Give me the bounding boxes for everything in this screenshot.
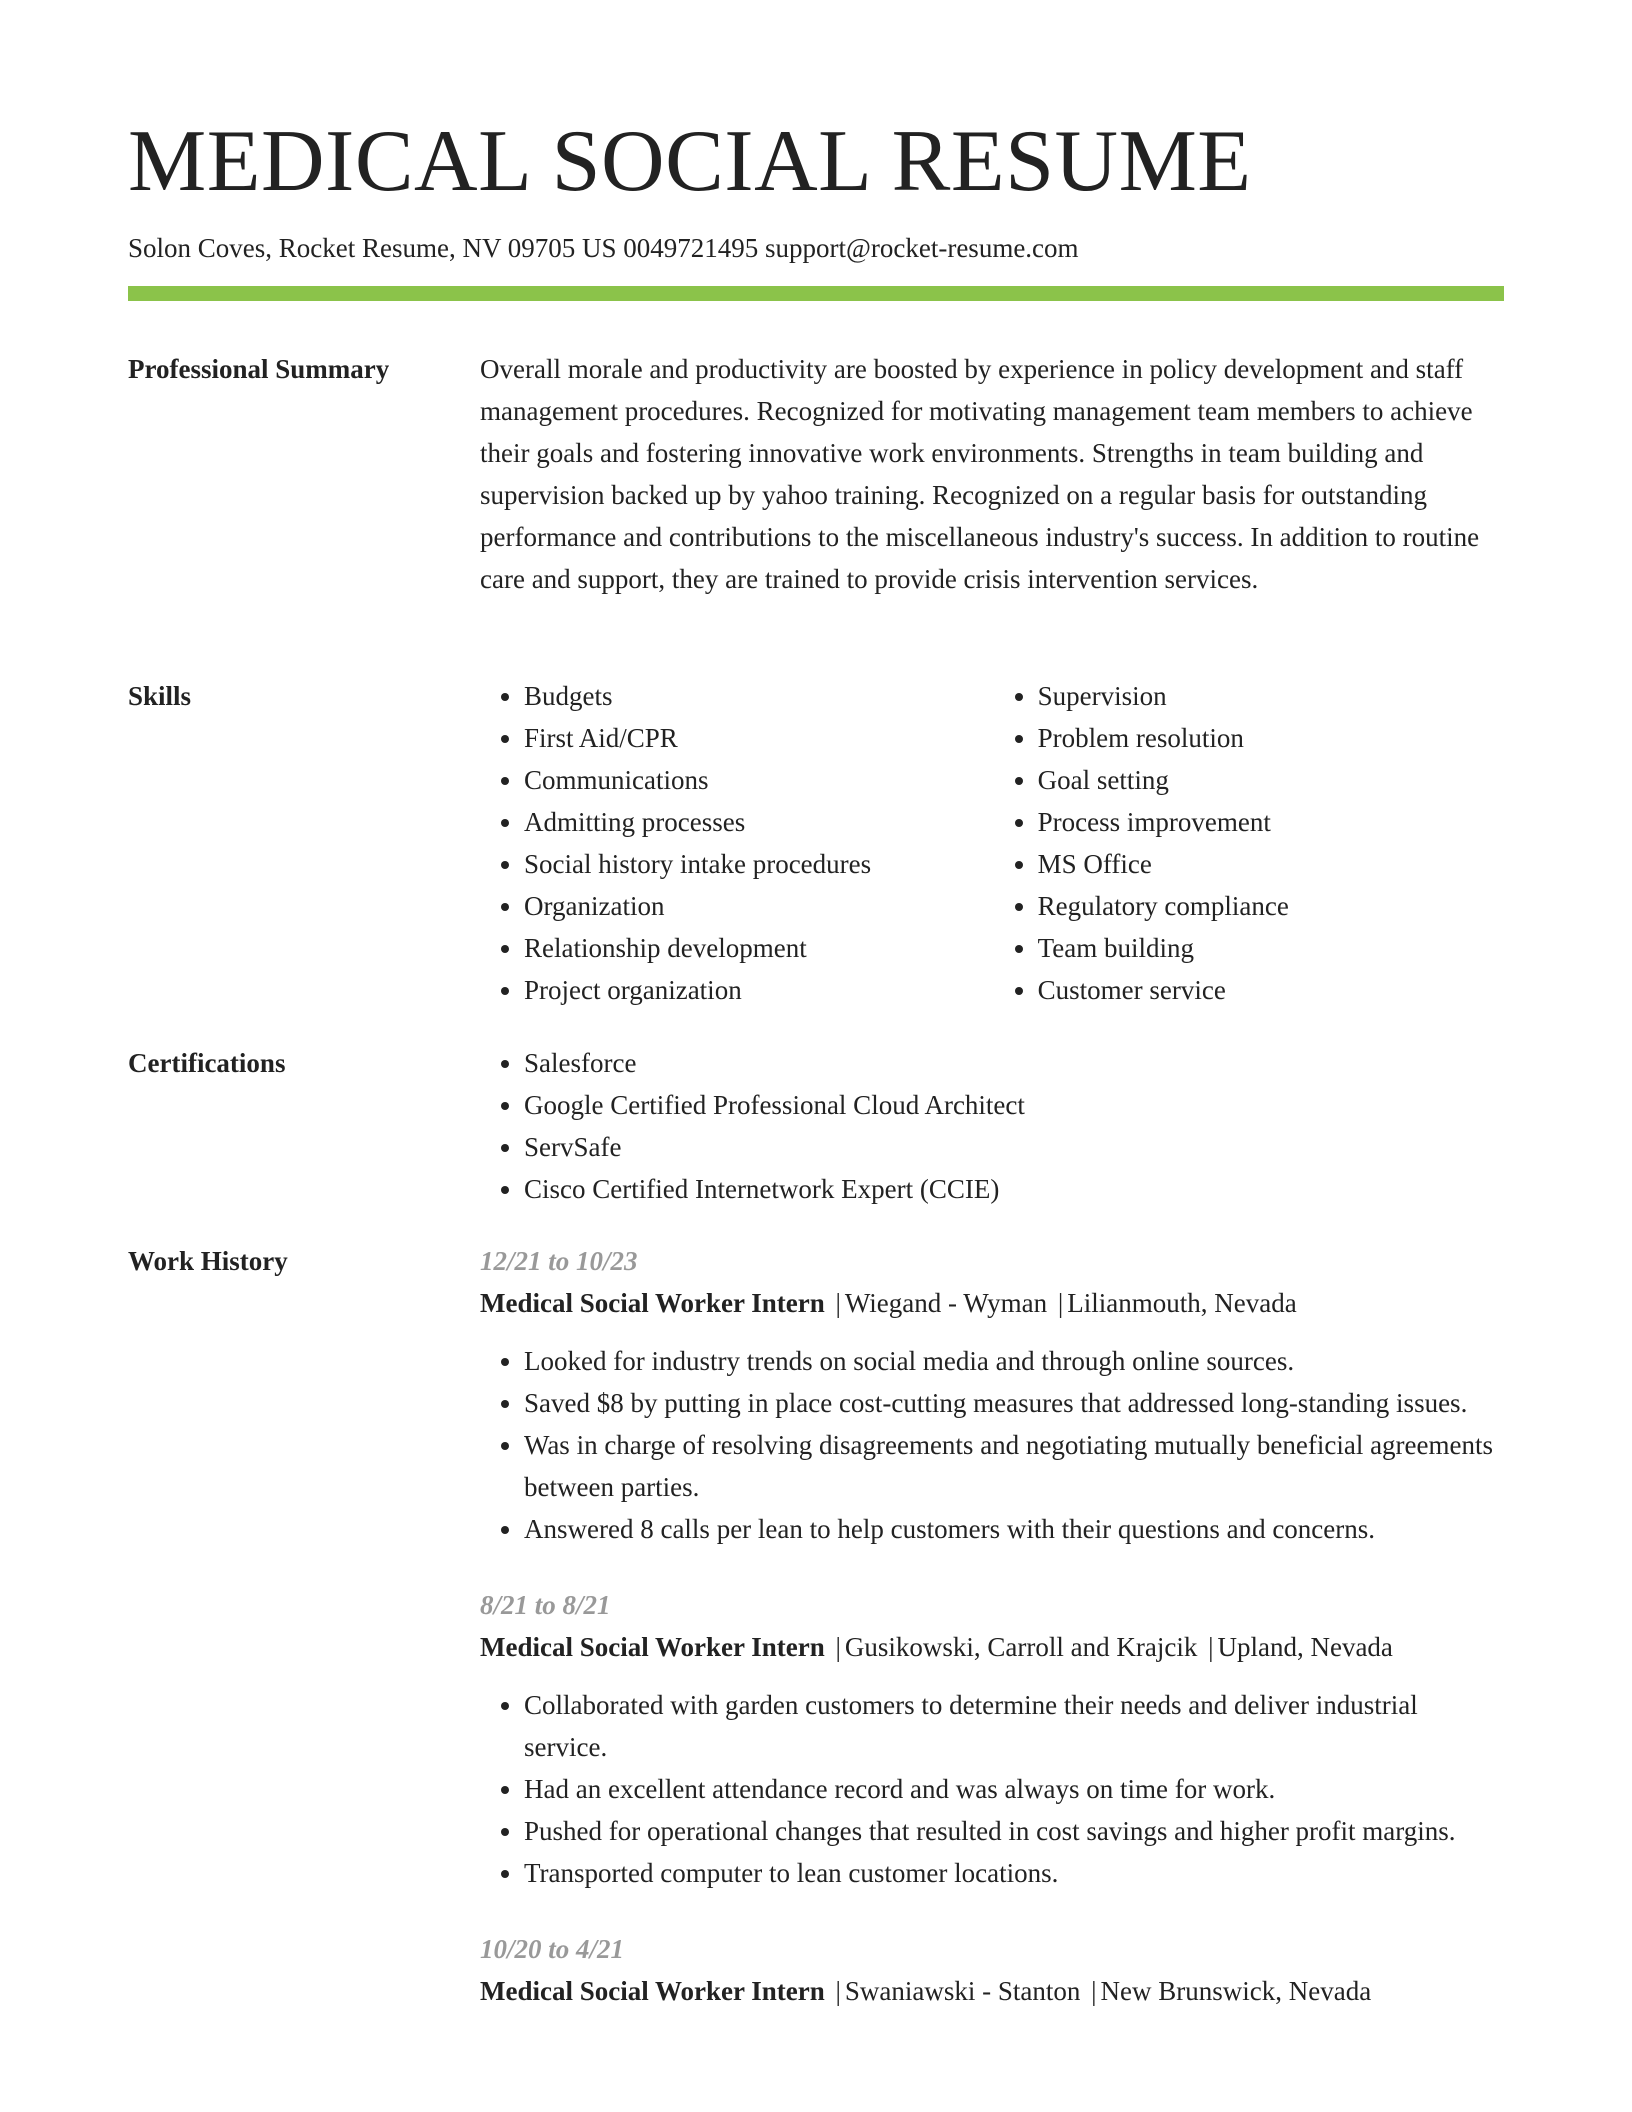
skills-body [480,675,1504,1011]
contact-address: Solon Coves, Rocket Resume, NV 09705 US [128,233,617,263]
skill-item: • Social history intake procedures [524,843,950,885]
job-title-line [480,1626,1504,1668]
header-divider [128,286,1504,301]
job-title-line [480,1282,1504,1324]
skill-item: • Customer service [1038,969,1504,1011]
summary-text: Overall morale and productivity are boosted by experience in policy development and staff management procedures. Recognized for motivating management team members to achieve their goals and fostering innovative work environments. Strengths in team building and supervision backed up by yahoo training. Recognized on a regular basis for outstanding performance and contributions to the miscellaneous industry's success. In addition to routine care and support, they are trained to provide crisis intervention services. [480,354,1480,594]
job-bullet: • Collaborated with garden customers to determine their needs and deliver industrial service. [524,1684,1504,1768]
separator: | [1091,1976,1097,2006]
certifications-body [480,1042,1504,1210]
skills-list-left [480,675,950,1011]
certifications-list [480,1042,1504,1210]
job-bullet: • Transported computer to lean customer locations. [524,1852,1504,1894]
job-company: Swaniawski - Stanton [844,1976,1081,2006]
certification-item: • Google Certified Professional Cloud Architect [524,1084,1504,1126]
job-entry [480,1928,1504,2012]
job-company: Wiegand - Wyman [844,1288,1048,1318]
skill-item: • Relationship development [524,927,950,969]
skill-item: • Admitting processes [524,801,950,843]
skill-item: • Budgets [524,675,950,717]
certification-item: • Salesforce [524,1042,1504,1084]
skill-item: • Communications [524,759,950,801]
work-history-body [480,1240,1504,2046]
separator: | [835,1288,841,1318]
skill-item: • Supervision [1038,675,1504,717]
skill-item: • Team building [1038,927,1504,969]
certifications-label: Certifications [128,1048,286,1078]
job-bullets [480,1684,1504,1894]
job-location: New Brunswick, Nevada [1100,1976,1372,2006]
job-bullet: • Was in charge of resolving disagreements and negotiating mutually beneficial agreements between parties. [524,1424,1504,1508]
job-dates: 10/20 to 4/21 [480,1934,625,1964]
skill-item: • MS Office [1038,843,1504,885]
job-bullet: • Had an excellent attendance record and was always on time for work. [524,1768,1504,1810]
job-bullets [480,1340,1504,1550]
separator: | [835,1632,841,1662]
contact-phone: 0049721495 [623,233,759,263]
skill-item: • Goal setting [1038,759,1504,801]
job-bullet: • Saved $8 by putting in place cost-cutting measures that addressed long-standing issues. [524,1382,1504,1424]
certification-item: • ServSafe [524,1126,1504,1168]
skills-list-right [994,675,1504,1011]
job-entry [480,1584,1504,1894]
separator: | [1057,1288,1064,1318]
skill-item: • First Aid/CPR [524,717,950,759]
job-location: Lilianmouth, Nevada [1067,1288,1297,1318]
certification-item: • Cisco Certified Internetwork Expert (CCIE) [524,1168,1504,1210]
work-history-label: Work History [128,1246,288,1276]
job-location: Upland, Nevada [1217,1632,1393,1662]
job-entry [480,1240,1504,1550]
job-bullet: • Pushed for operational changes that resulted in cost savings and higher profit margins. [524,1810,1504,1852]
job-title: Medical Social Worker Intern [480,1976,825,2006]
skills-label: Skills [128,681,192,711]
job-dates: 8/21 to 8/21 [480,1590,611,1620]
skill-item: • Regulatory compliance [1038,885,1504,927]
resume-title: MEDICAL SOCIAL RESUME [128,113,1252,210]
separator: | [835,1976,841,2006]
skills-columns [480,675,1504,1011]
job-title-line [480,1970,1504,2012]
job-company: Gusikowski, Carroll and Krajcik [844,1632,1198,1662]
job-bullet: • Answered 8 calls per lean to help customers with their questions and concerns. [524,1508,1504,1550]
skill-item: • Project organization [524,969,950,1011]
summary-body [480,348,1504,600]
job-bullet: • Looked for industry trends on social media and through online sources. [524,1340,1504,1382]
skill-item: • Process improvement [1038,801,1504,843]
skill-item: • Problem resolution [1038,717,1504,759]
job-title: Medical Social Worker Intern [480,1632,825,1662]
job-title: Medical Social Worker Intern [480,1288,825,1318]
skill-item: • Organization [524,885,950,927]
summary-label: Professional Summary [128,354,390,384]
contact-email: support@rocket-resume.com [765,233,1079,263]
contact-line [128,232,1079,264]
job-dates: 12/21 to 10/23 [480,1246,638,1276]
separator: | [1208,1632,1214,1662]
